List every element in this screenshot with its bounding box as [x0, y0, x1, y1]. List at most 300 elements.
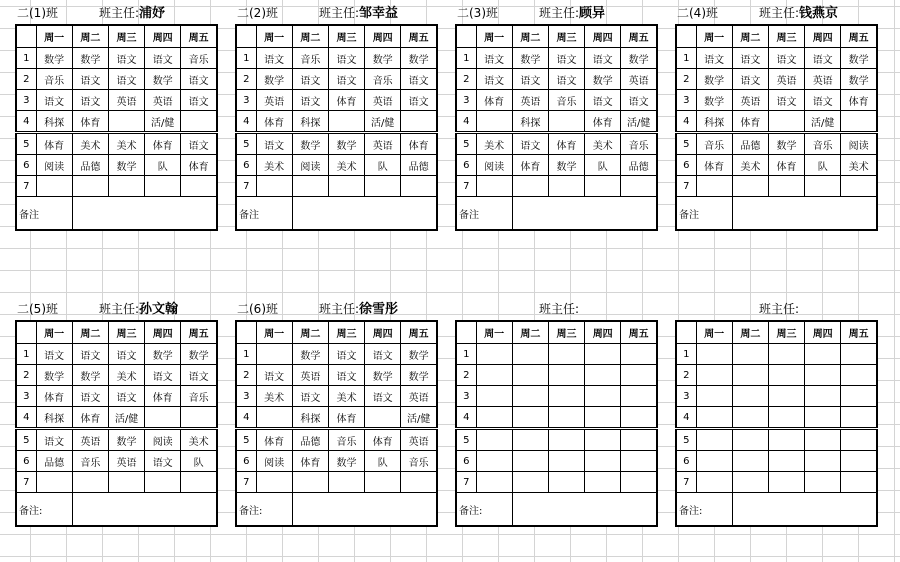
subject-cell[interactable]: 语文 [181, 365, 217, 386]
subject-cell[interactable]: 语文 [108, 386, 144, 407]
subject-cell[interactable]: 英语 [768, 69, 804, 90]
subject-cell[interactable]: 品德 [621, 155, 657, 176]
subject-cell[interactable] [585, 176, 621, 197]
period-number-cell[interactable]: 7 [16, 176, 36, 197]
subject-cell[interactable]: 英语 [401, 386, 437, 407]
subject-cell[interactable]: 体育 [292, 451, 328, 472]
subject-cell[interactable]: 科探 [292, 407, 328, 429]
subject-cell[interactable]: 语文 [36, 429, 72, 451]
subject-cell[interactable]: 品德 [732, 133, 768, 155]
subject-cell[interactable]: 阅读 [841, 133, 877, 155]
subject-cell[interactable]: 体育 [585, 111, 621, 133]
day-header-cell[interactable]: 周三 [768, 25, 804, 48]
day-header-cell[interactable]: 周二 [292, 321, 328, 344]
subject-cell[interactable] [585, 429, 621, 451]
subject-cell[interactable] [512, 386, 548, 407]
subject-cell[interactable] [841, 472, 877, 493]
subject-cell[interactable]: 数学 [696, 69, 732, 90]
subject-cell[interactable]: 体育 [36, 133, 72, 155]
subject-cell[interactable]: 语文 [401, 90, 437, 111]
period-number-cell[interactable]: 6 [236, 451, 256, 472]
subject-cell[interactable]: 科探 [512, 111, 548, 133]
period-number-cell[interactable]: 2 [236, 365, 256, 386]
period-number-cell[interactable]: 4 [236, 407, 256, 429]
teacher-label[interactable] [99, 298, 178, 321]
subject-cell[interactable] [621, 176, 657, 197]
period-number-cell[interactable]: 4 [16, 407, 36, 429]
subject-cell[interactable] [512, 429, 548, 451]
subject-cell[interactable]: 语文 [696, 48, 732, 69]
subject-cell[interactable] [365, 176, 401, 197]
day-header-cell[interactable]: 周一 [256, 25, 292, 48]
subject-cell[interactable]: 数学 [548, 155, 584, 176]
period-number-cell[interactable]: 6 [236, 155, 256, 176]
subject-cell[interactable] [805, 407, 841, 429]
subject-cell[interactable] [548, 472, 584, 493]
corner-cell[interactable] [676, 25, 696, 48]
notes-value-cell[interactable] [512, 197, 657, 231]
notes-value-cell[interactable] [72, 493, 217, 527]
subject-cell[interactable]: 音乐 [181, 386, 217, 407]
subject-cell[interactable] [805, 176, 841, 197]
subject-cell[interactable]: 体育 [365, 429, 401, 451]
subject-cell[interactable]: 语文 [805, 48, 841, 69]
teacher-label[interactable] [759, 298, 799, 321]
subject-cell[interactable] [621, 451, 657, 472]
subject-cell[interactable]: 数学 [256, 69, 292, 90]
subject-cell[interactable] [621, 344, 657, 365]
subject-cell[interactable] [621, 429, 657, 451]
subject-cell[interactable]: 语文 [585, 90, 621, 111]
subject-cell[interactable] [365, 472, 401, 493]
subject-cell[interactable] [476, 386, 512, 407]
subject-cell[interactable]: 语文 [328, 344, 364, 365]
notes-value-cell[interactable] [732, 493, 877, 527]
subject-cell[interactable]: 阅读 [36, 155, 72, 176]
day-header-cell[interactable]: 周一 [476, 25, 512, 48]
subject-cell[interactable] [548, 451, 584, 472]
subject-cell[interactable]: 数学 [841, 48, 877, 69]
subject-cell[interactable] [768, 176, 804, 197]
subject-cell[interactable] [768, 429, 804, 451]
notes-label-cell[interactable]: 备注 [236, 197, 292, 231]
subject-cell[interactable] [512, 344, 548, 365]
period-number-cell[interactable]: 2 [456, 69, 476, 90]
period-number-cell[interactable]: 3 [16, 386, 36, 407]
subject-cell[interactable]: 语文 [365, 344, 401, 365]
class-name[interactable]: 二(1)班 [17, 6, 58, 20]
subject-cell[interactable] [181, 111, 217, 133]
subject-cell[interactable] [512, 451, 548, 472]
subject-cell[interactable] [841, 407, 877, 429]
subject-cell[interactable]: 阅读 [145, 429, 181, 451]
period-number-cell[interactable]: 2 [456, 365, 476, 386]
subject-cell[interactable]: 科探 [36, 407, 72, 429]
period-number-cell[interactable]: 5 [456, 429, 476, 451]
subject-cell[interactable] [585, 407, 621, 429]
subject-cell[interactable] [841, 365, 877, 386]
subject-cell[interactable]: 语文 [108, 69, 144, 90]
period-number-cell[interactable]: 3 [456, 90, 476, 111]
subject-cell[interactable]: 数学 [328, 133, 364, 155]
period-number-cell[interactable]: 1 [16, 48, 36, 69]
teacher-label[interactable] [539, 2, 605, 25]
subject-cell[interactable]: 体育 [72, 407, 108, 429]
subject-cell[interactable]: 队 [145, 155, 181, 176]
subject-cell[interactable]: 品德 [72, 155, 108, 176]
subject-cell[interactable]: 体育 [768, 155, 804, 176]
subject-cell[interactable]: 语文 [548, 48, 584, 69]
subject-cell[interactable] [328, 176, 364, 197]
subject-cell[interactable]: 美术 [328, 155, 364, 176]
subject-cell[interactable]: 英语 [401, 429, 437, 451]
day-header-cell[interactable]: 周一 [36, 321, 72, 344]
subject-cell[interactable] [292, 472, 328, 493]
subject-cell[interactable] [181, 472, 217, 493]
corner-cell[interactable] [676, 321, 696, 344]
subject-cell[interactable]: 体育 [256, 429, 292, 451]
day-header-cell[interactable]: 周一 [476, 321, 512, 344]
subject-cell[interactable] [768, 365, 804, 386]
subject-cell[interactable]: 体育 [476, 90, 512, 111]
subject-cell[interactable]: 英语 [512, 90, 548, 111]
subject-cell[interactable]: 体育 [36, 386, 72, 407]
subject-cell[interactable]: 音乐 [805, 133, 841, 155]
subject-cell[interactable]: 语文 [512, 133, 548, 155]
subject-cell[interactable]: 美术 [732, 155, 768, 176]
period-number-cell[interactable]: 3 [236, 386, 256, 407]
period-number-cell[interactable]: 2 [676, 69, 696, 90]
day-header-cell[interactable]: 周四 [145, 321, 181, 344]
day-header-cell[interactable]: 周五 [181, 321, 217, 344]
subject-cell[interactable] [732, 429, 768, 451]
subject-cell[interactable] [841, 176, 877, 197]
subject-cell[interactable] [548, 365, 584, 386]
subject-cell[interactable]: 语文 [145, 451, 181, 472]
day-header-cell[interactable]: 周一 [36, 25, 72, 48]
subject-cell[interactable]: 语文 [585, 48, 621, 69]
subject-cell[interactable] [841, 451, 877, 472]
subject-cell[interactable]: 数学 [36, 365, 72, 386]
day-header-cell[interactable]: 周三 [548, 25, 584, 48]
subject-cell[interactable] [145, 472, 181, 493]
day-header-cell[interactable]: 周二 [512, 321, 548, 344]
subject-cell[interactable] [805, 429, 841, 451]
subject-cell[interactable] [365, 407, 401, 429]
subject-cell[interactable]: 数学 [401, 365, 437, 386]
subject-cell[interactable]: 英语 [621, 69, 657, 90]
subject-cell[interactable]: 音乐 [365, 69, 401, 90]
subject-cell[interactable] [805, 365, 841, 386]
subject-cell[interactable]: 科探 [36, 111, 72, 133]
subject-cell[interactable] [805, 451, 841, 472]
subject-cell[interactable] [476, 407, 512, 429]
period-number-cell[interactable]: 3 [456, 386, 476, 407]
subject-cell[interactable] [36, 472, 72, 493]
period-number-cell[interactable]: 2 [16, 365, 36, 386]
day-header-cell[interactable]: 周四 [145, 25, 181, 48]
period-number-cell[interactable]: 5 [236, 429, 256, 451]
subject-cell[interactable] [512, 365, 548, 386]
subject-cell[interactable] [476, 111, 512, 133]
day-header-cell[interactable]: 周三 [548, 321, 584, 344]
subject-cell[interactable] [732, 386, 768, 407]
subject-cell[interactable]: 语文 [72, 69, 108, 90]
subject-cell[interactable] [476, 472, 512, 493]
subject-cell[interactable]: 数学 [768, 133, 804, 155]
subject-cell[interactable]: 数学 [145, 69, 181, 90]
subject-cell[interactable]: 数学 [585, 69, 621, 90]
subject-cell[interactable]: 阅读 [256, 451, 292, 472]
subject-cell[interactable]: 语文 [512, 69, 548, 90]
subject-cell[interactable]: 语文 [732, 48, 768, 69]
subject-cell[interactable] [476, 429, 512, 451]
day-header-cell[interactable]: 周四 [585, 321, 621, 344]
corner-cell[interactable] [16, 25, 36, 48]
subject-cell[interactable]: 英语 [805, 69, 841, 90]
subject-cell[interactable] [548, 386, 584, 407]
subject-cell[interactable]: 英语 [108, 451, 144, 472]
subject-cell[interactable] [512, 472, 548, 493]
period-number-cell[interactable]: 6 [16, 155, 36, 176]
subject-cell[interactable]: 语文 [145, 365, 181, 386]
period-number-cell[interactable]: 3 [676, 386, 696, 407]
subject-cell[interactable] [108, 111, 144, 133]
period-number-cell[interactable]: 4 [456, 407, 476, 429]
subject-cell[interactable] [585, 344, 621, 365]
subject-cell[interactable]: 体育 [512, 155, 548, 176]
subject-cell[interactable] [696, 176, 732, 197]
subject-cell[interactable] [696, 386, 732, 407]
period-number-cell[interactable]: 6 [676, 451, 696, 472]
subject-cell[interactable]: 语文 [328, 365, 364, 386]
period-number-cell[interactable]: 4 [236, 111, 256, 133]
subject-cell[interactable]: 体育 [841, 90, 877, 111]
subject-cell[interactable]: 英语 [365, 90, 401, 111]
day-header-cell[interactable]: 周五 [621, 25, 657, 48]
class-name[interactable]: 二(5)班 [17, 302, 58, 316]
subject-cell[interactable]: 英语 [108, 90, 144, 111]
subject-cell[interactable]: 队 [585, 155, 621, 176]
subject-cell[interactable]: 语文 [476, 48, 512, 69]
notes-value-cell[interactable] [292, 493, 437, 527]
period-number-cell[interactable]: 7 [236, 176, 256, 197]
period-number-cell[interactable]: 4 [456, 111, 476, 133]
subject-cell[interactable]: 活/健 [401, 407, 437, 429]
subject-cell[interactable]: 数学 [181, 344, 217, 365]
subject-cell[interactable] [72, 176, 108, 197]
day-header-cell[interactable]: 周五 [621, 321, 657, 344]
subject-cell[interactable] [768, 407, 804, 429]
subject-cell[interactable] [256, 176, 292, 197]
subject-cell[interactable]: 语文 [36, 90, 72, 111]
period-number-cell[interactable]: 5 [16, 133, 36, 155]
subject-cell[interactable]: 品德 [292, 429, 328, 451]
period-number-cell[interactable]: 1 [236, 344, 256, 365]
day-header-cell[interactable]: 周四 [365, 321, 401, 344]
subject-cell[interactable] [476, 344, 512, 365]
subject-cell[interactable]: 语文 [36, 344, 72, 365]
subject-cell[interactable]: 数学 [145, 344, 181, 365]
day-header-cell[interactable]: 周三 [108, 321, 144, 344]
period-number-cell[interactable]: 7 [676, 176, 696, 197]
period-number-cell[interactable]: 6 [16, 451, 36, 472]
subject-cell[interactable]: 音乐 [328, 429, 364, 451]
day-header-cell[interactable]: 周二 [512, 25, 548, 48]
subject-cell[interactable] [548, 111, 584, 133]
subject-cell[interactable] [256, 344, 292, 365]
subject-cell[interactable]: 队 [365, 155, 401, 176]
subject-cell[interactable] [108, 176, 144, 197]
period-number-cell[interactable]: 1 [456, 48, 476, 69]
subject-cell[interactable] [256, 407, 292, 429]
corner-cell[interactable] [456, 321, 476, 344]
subject-cell[interactable] [841, 386, 877, 407]
notes-label-cell[interactable]: 备注: [236, 493, 292, 527]
subject-cell[interactable]: 数学 [108, 429, 144, 451]
subject-cell[interactable]: 语文 [292, 69, 328, 90]
teacher-label[interactable] [99, 2, 165, 25]
day-header-cell[interactable]: 周二 [72, 25, 108, 48]
subject-cell[interactable]: 体育 [181, 155, 217, 176]
subject-cell[interactable] [401, 176, 437, 197]
subject-cell[interactable]: 数学 [365, 365, 401, 386]
notes-label-cell[interactable]: 备注: [456, 493, 512, 527]
subject-cell[interactable]: 语文 [732, 69, 768, 90]
day-header-cell[interactable]: 周三 [768, 321, 804, 344]
subject-cell[interactable] [732, 451, 768, 472]
subject-cell[interactable] [585, 386, 621, 407]
teacher-label[interactable] [319, 298, 398, 321]
subject-cell[interactable] [696, 344, 732, 365]
subject-cell[interactable] [841, 344, 877, 365]
subject-cell[interactable] [732, 344, 768, 365]
period-number-cell[interactable]: 5 [236, 133, 256, 155]
subject-cell[interactable] [768, 472, 804, 493]
subject-cell[interactable]: 美术 [181, 429, 217, 451]
day-header-cell[interactable]: 周四 [585, 25, 621, 48]
subject-cell[interactable]: 音乐 [696, 133, 732, 155]
subject-cell[interactable]: 语文 [181, 133, 217, 155]
subject-cell[interactable]: 数学 [621, 48, 657, 69]
subject-cell[interactable]: 语文 [181, 69, 217, 90]
day-header-cell[interactable]: 周四 [365, 25, 401, 48]
subject-cell[interactable]: 英语 [365, 133, 401, 155]
subject-cell[interactable]: 数学 [292, 344, 328, 365]
notes-value-cell[interactable] [512, 493, 657, 527]
notes-label-cell[interactable]: 备注: [16, 493, 72, 527]
subject-cell[interactable]: 科探 [696, 111, 732, 133]
subject-cell[interactable]: 音乐 [181, 48, 217, 69]
subject-cell[interactable] [476, 451, 512, 472]
subject-cell[interactable]: 音乐 [36, 69, 72, 90]
subject-cell[interactable]: 美术 [328, 386, 364, 407]
subject-cell[interactable]: 语文 [145, 48, 181, 69]
subject-cell[interactable]: 语文 [108, 344, 144, 365]
class-name[interactable]: 二(4)班 [677, 6, 718, 20]
subject-cell[interactable]: 阅读 [476, 155, 512, 176]
subject-cell[interactable]: 语文 [72, 344, 108, 365]
subject-cell[interactable] [108, 472, 144, 493]
subject-cell[interactable]: 活/健 [145, 111, 181, 133]
subject-cell[interactable]: 数学 [72, 365, 108, 386]
subject-cell[interactable]: 英语 [256, 90, 292, 111]
class-name[interactable]: 二(3)班 [457, 6, 498, 20]
subject-cell[interactable]: 语文 [621, 90, 657, 111]
subject-cell[interactable] [696, 407, 732, 429]
subject-cell[interactable] [732, 407, 768, 429]
subject-cell[interactable]: 语文 [72, 90, 108, 111]
subject-cell[interactable]: 语文 [292, 386, 328, 407]
teacher-label[interactable] [759, 2, 838, 25]
subject-cell[interactable]: 美术 [256, 155, 292, 176]
day-header-cell[interactable]: 周五 [841, 25, 877, 48]
teacher-label[interactable] [539, 298, 579, 321]
period-number-cell[interactable]: 6 [456, 451, 476, 472]
period-number-cell[interactable]: 3 [16, 90, 36, 111]
notes-label-cell[interactable]: 备注 [676, 197, 732, 231]
subject-cell[interactable]: 数学 [292, 133, 328, 155]
period-number-cell[interactable]: 6 [456, 155, 476, 176]
subject-cell[interactable]: 美术 [256, 386, 292, 407]
subject-cell[interactable] [585, 472, 621, 493]
class-name[interactable]: 二(2)班 [237, 6, 278, 20]
subject-cell[interactable]: 队 [805, 155, 841, 176]
subject-cell[interactable] [181, 176, 217, 197]
period-number-cell[interactable]: 3 [236, 90, 256, 111]
period-number-cell[interactable]: 1 [456, 344, 476, 365]
day-header-cell[interactable]: 周五 [401, 321, 437, 344]
day-header-cell[interactable]: 周五 [181, 25, 217, 48]
subject-cell[interactable]: 音乐 [548, 90, 584, 111]
subject-cell[interactable] [768, 111, 804, 133]
subject-cell[interactable]: 数学 [328, 451, 364, 472]
subject-cell[interactable]: 美术 [72, 133, 108, 155]
subject-cell[interactable] [732, 176, 768, 197]
subject-cell[interactable]: 语文 [292, 90, 328, 111]
subject-cell[interactable]: 数学 [512, 48, 548, 69]
subject-cell[interactable] [292, 176, 328, 197]
subject-cell[interactable]: 语文 [768, 48, 804, 69]
subject-cell[interactable] [585, 365, 621, 386]
subject-cell[interactable]: 科探 [292, 111, 328, 133]
subject-cell[interactable]: 英语 [145, 90, 181, 111]
subject-cell[interactable]: 队 [365, 451, 401, 472]
subject-cell[interactable] [36, 176, 72, 197]
subject-cell[interactable] [401, 111, 437, 133]
subject-cell[interactable] [476, 365, 512, 386]
period-number-cell[interactable]: 2 [16, 69, 36, 90]
day-header-cell[interactable]: 周五 [841, 321, 877, 344]
period-number-cell[interactable]: 1 [236, 48, 256, 69]
corner-cell[interactable] [16, 321, 36, 344]
subject-cell[interactable]: 音乐 [72, 451, 108, 472]
subject-cell[interactable] [805, 386, 841, 407]
subject-cell[interactable] [805, 472, 841, 493]
subject-cell[interactable] [732, 365, 768, 386]
period-number-cell[interactable]: 7 [456, 176, 476, 197]
subject-cell[interactable]: 数学 [72, 48, 108, 69]
subject-cell[interactable]: 美术 [108, 365, 144, 386]
subject-cell[interactable] [145, 407, 181, 429]
period-number-cell[interactable]: 1 [676, 48, 696, 69]
notes-label-cell[interactable]: 备注: [676, 493, 732, 527]
period-number-cell[interactable]: 4 [16, 111, 36, 133]
subject-cell[interactable]: 音乐 [401, 451, 437, 472]
subject-cell[interactable] [401, 472, 437, 493]
subject-cell[interactable]: 美术 [585, 133, 621, 155]
day-header-cell[interactable]: 周四 [805, 321, 841, 344]
